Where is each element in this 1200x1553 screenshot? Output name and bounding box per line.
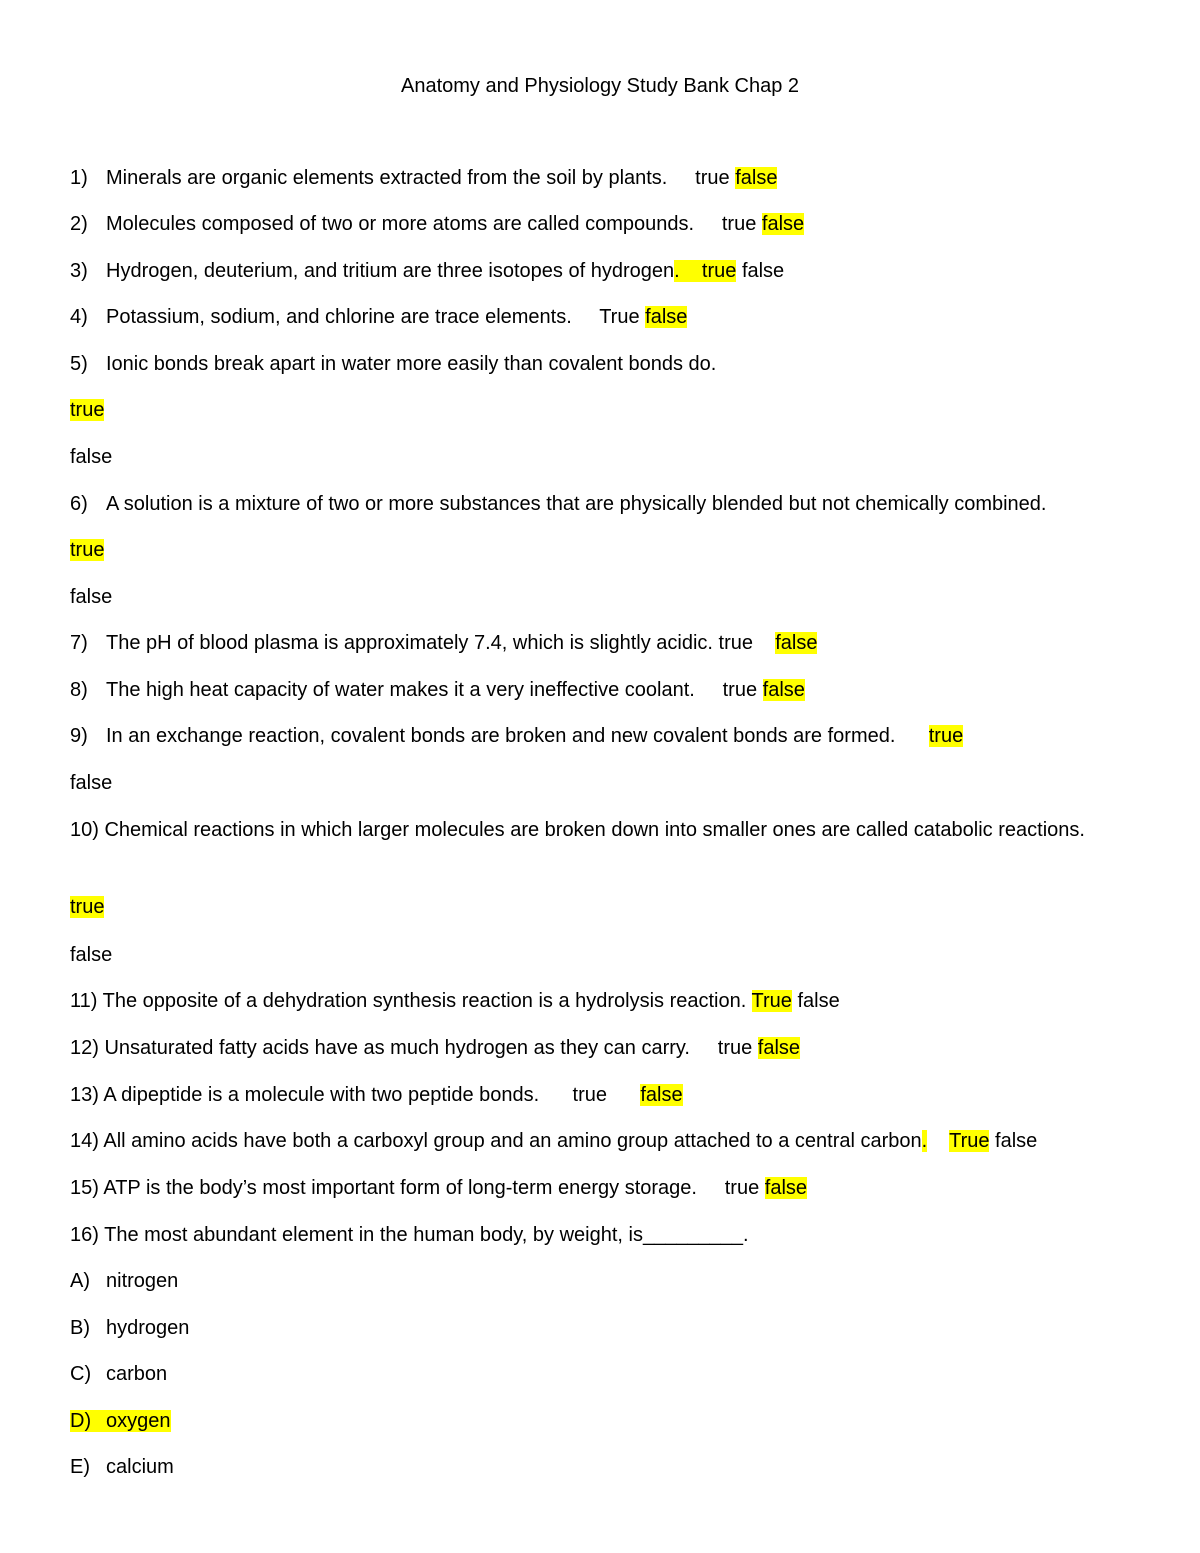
answer-option-false-highlighted: false	[764, 1177, 808, 1199]
question-text: Hydrogen, deuterium, and tritium are three isotopes of hydrogen	[106, 260, 675, 282]
answer-option-true: true	[718, 632, 753, 654]
choice-letter: C)	[70, 1363, 92, 1385]
answer-option-true-highlighted: true	[928, 725, 964, 747]
question-number: 8)	[70, 679, 88, 701]
question-text: The high heat capacity of water makes it a very ineffective coolant.	[106, 679, 695, 701]
question-text: Ionic bonds break apart in water more easily than covalent bonds do.	[106, 353, 717, 375]
question-text: In an exchange reaction, covalent bonds are broken and new covalent bonds are formed.	[106, 725, 896, 747]
choice-a	[70, 1267, 178, 1295]
choice-letter: B)	[70, 1317, 90, 1339]
question-text: All amino acids have both a carboxyl group and an amino group attached to a central carbon	[103, 1130, 922, 1152]
question-3	[70, 257, 784, 285]
answer-option-false: false	[995, 1130, 1038, 1152]
question-text: Unsaturated fatty acids have as much hydrogen as they can carry.	[104, 1037, 690, 1059]
question-text: Potassium, sodium, and chlorine are trace elements.	[106, 306, 572, 328]
answer-option-false: false	[70, 586, 113, 608]
answer-option-false-highlighted: false	[735, 167, 778, 189]
question-number: 1)	[70, 167, 88, 189]
question-period-highlighted: .	[921, 1130, 928, 1152]
question-text: ATP is the body’s most important form of long-term energy storage.	[103, 1177, 697, 1199]
answer-option-false-highlighted: false	[640, 1084, 683, 1106]
answer-line-false	[70, 583, 112, 611]
answer-line-false	[70, 941, 112, 969]
question-number: 13)	[70, 1084, 99, 1106]
answer-option-false-highlighted: false	[645, 306, 688, 328]
choice-text: nitrogen	[106, 1270, 179, 1292]
answer-option-true: true	[722, 679, 758, 701]
question-number: 4)	[70, 306, 88, 328]
question-13	[70, 1081, 683, 1109]
choice-b	[70, 1314, 189, 1342]
answer-option-true-highlighted: true	[70, 896, 105, 918]
question-text: The most abundant element in the human body, by weight, is_________.	[104, 1224, 749, 1246]
question-12	[70, 1034, 800, 1062]
question-text: The pH of blood plasma is approximately 7.4, which is slightly acidic.	[106, 632, 713, 654]
choice-text: carbon	[106, 1363, 168, 1385]
question-number: 6)	[70, 493, 88, 515]
question-number: 9)	[70, 725, 88, 747]
question-4	[70, 303, 687, 331]
question-number: 14)	[70, 1130, 99, 1152]
question-6	[70, 490, 1046, 518]
answer-option-true: true	[695, 167, 730, 189]
question-16	[70, 1221, 749, 1249]
question-7	[70, 629, 817, 657]
question-8	[70, 676, 805, 704]
choice-d-highlighted	[70, 1407, 171, 1435]
answer-line-false	[70, 443, 112, 471]
answer-option-true-highlighted: True	[751, 990, 792, 1012]
choice-e	[70, 1453, 174, 1481]
answer-option-false-highlighted: false	[762, 679, 805, 701]
answer-option-false-highlighted: false	[775, 632, 818, 654]
question-number: 10)	[70, 819, 99, 841]
question-number: 3)	[70, 260, 88, 282]
answer-line-true	[70, 893, 104, 921]
answer-line-true	[70, 396, 104, 424]
question-text: Molecules composed of two or more atoms are called compounds.	[106, 213, 695, 235]
answer-option-false: false	[70, 446, 113, 468]
question-11	[70, 987, 840, 1015]
answer-option-false: false	[741, 260, 785, 282]
question-text: A solution is a mixture of two or more substances that are physically blended but not chemically combined.	[106, 493, 1047, 515]
question-text: A dipeptide is a molecule with two peptide bonds.	[103, 1084, 540, 1106]
answer-option-true: True	[599, 306, 640, 328]
choice-text: hydrogen	[106, 1317, 190, 1339]
question-number: 11)	[70, 990, 98, 1012]
answer-option-true-highlighted: true	[701, 260, 737, 282]
question-15	[70, 1174, 807, 1202]
question-text: Chemical reactions in which larger molecules are broken down into smaller ones are called catabolic reactions.	[104, 819, 1085, 841]
question-1	[70, 164, 777, 192]
choice-letter: E)	[70, 1456, 90, 1478]
answer-option-true-highlighted: true	[70, 539, 105, 561]
question-number: 16)	[70, 1224, 99, 1246]
choice-text: oxygen	[106, 1410, 171, 1432]
question-number: 15)	[70, 1177, 99, 1199]
answer-option-false: false	[70, 944, 113, 966]
question-period-highlighted: .	[674, 260, 680, 282]
answer-option-false: false	[797, 990, 840, 1012]
answer-option-true-highlighted: true	[70, 399, 105, 421]
answer-line-false	[70, 769, 112, 797]
question-2	[70, 210, 804, 238]
choice-letter: A)	[70, 1270, 90, 1292]
answer-option-false: false	[70, 772, 113, 794]
question-number: 12)	[70, 1037, 99, 1059]
answer-option-false-highlighted: false	[757, 1037, 801, 1059]
choice-c	[70, 1360, 167, 1388]
answer-option-true-highlighted: True	[949, 1130, 990, 1152]
question-number: 5)	[70, 353, 88, 375]
choice-letter: D)	[70, 1410, 92, 1432]
question-5	[70, 350, 716, 378]
answer-option-false-highlighted: false	[761, 213, 805, 235]
question-10	[70, 815, 1110, 846]
answer-option-true: true	[721, 213, 757, 235]
question-number: 7)	[70, 632, 88, 654]
question-text: The opposite of a dehydration synthesis reaction is a hydrolysis reaction.	[102, 990, 747, 1012]
choice-text: calcium	[106, 1456, 174, 1478]
document-title: Anatomy and Physiology Study Bank Chap 2	[400, 75, 800, 97]
question-text: Minerals are organic elements extracted from the soil by plants.	[106, 167, 668, 189]
answer-option-true: true	[724, 1177, 760, 1199]
question-9	[70, 722, 963, 750]
question-number: 2)	[70, 213, 88, 235]
question-14	[70, 1127, 1037, 1155]
answer-option-true: true	[572, 1084, 608, 1106]
answer-line-true	[70, 536, 104, 564]
answer-option-true: true	[717, 1037, 753, 1059]
